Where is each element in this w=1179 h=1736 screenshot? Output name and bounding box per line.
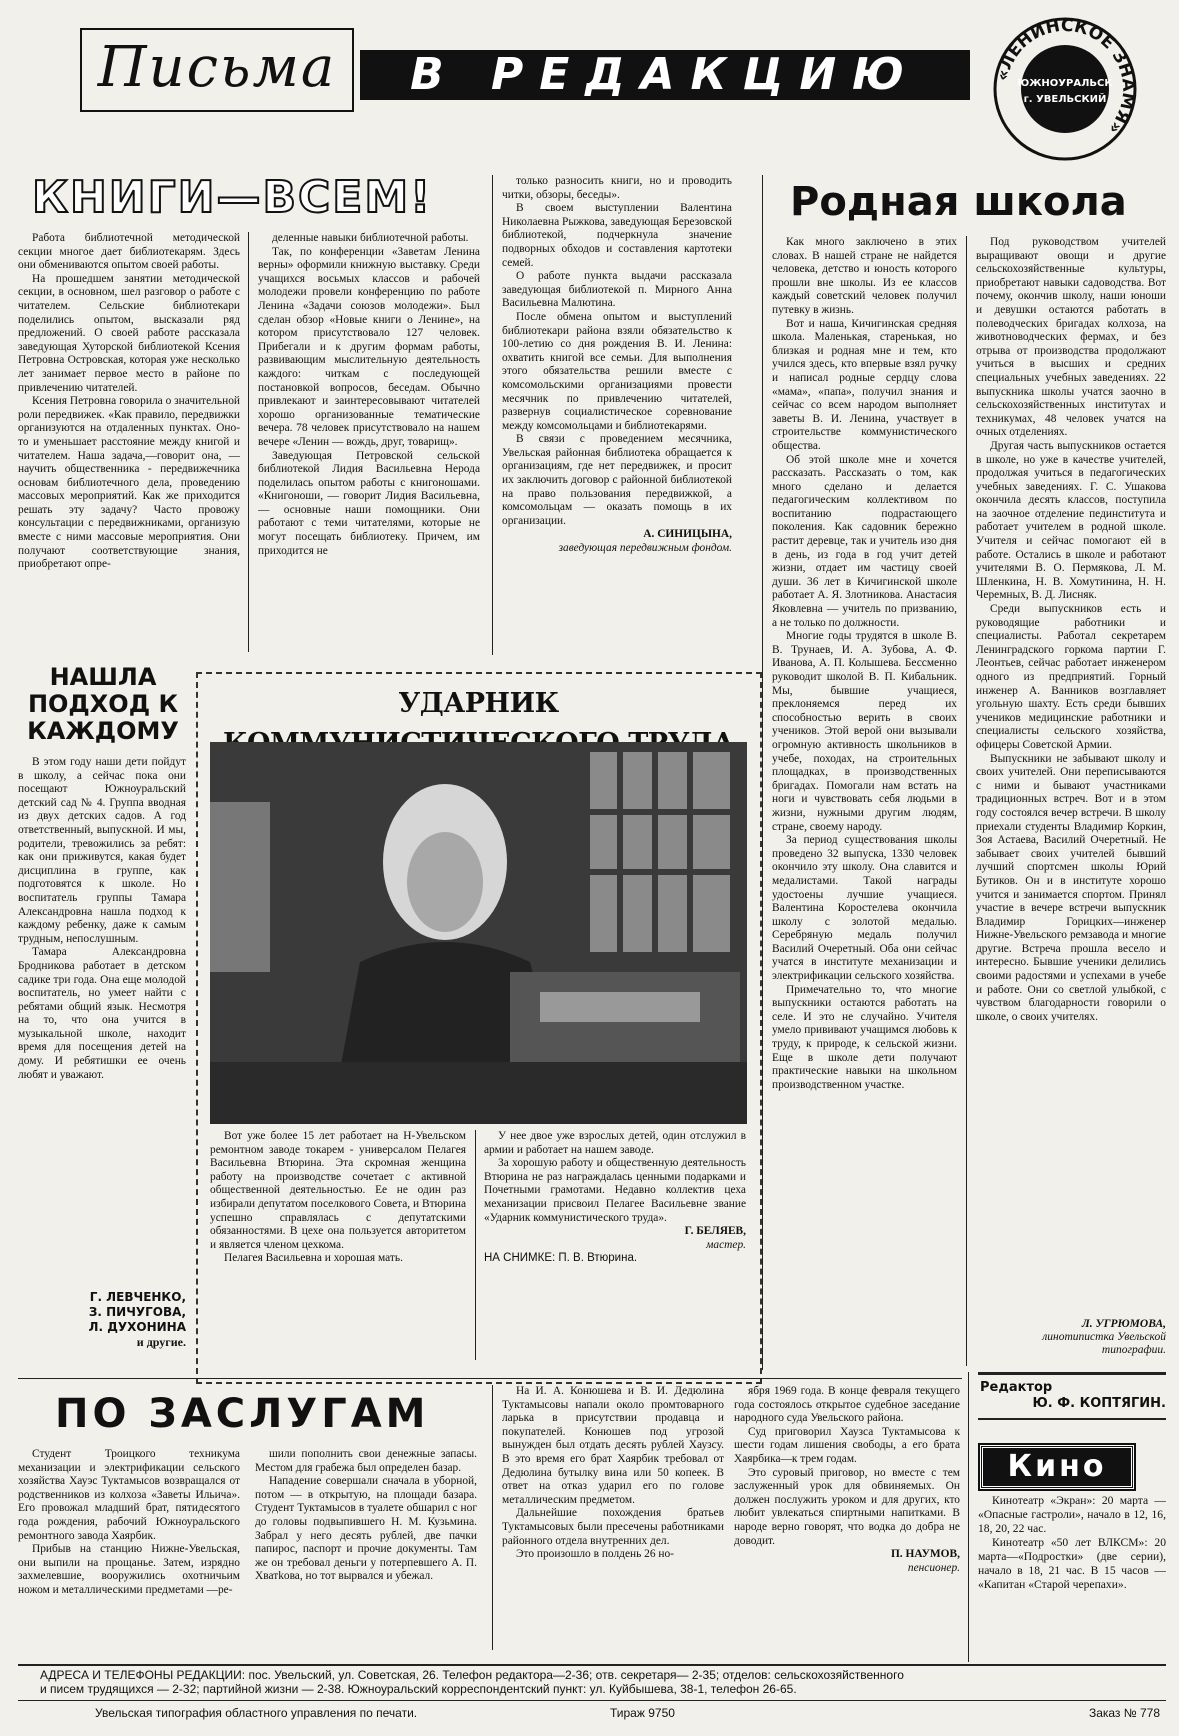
paragraph: Ксения Петровна говорила о значительной роли передвижек. «Как правило, передвижки организуются на отдаленных пунктах. Оно-то и уменьшает расстояние между книгой и читателем. Наша задача,—говорит она, — научить общественника - передвижечника основам библиотечного дела, проведению массовых мероприятий. Как же приходится решать эту задачу? Часто провожу консультации с передвижниками, организую вместе с ними массовые мероприятия. Они получают соответствующие знания, приобретают опре- — [18, 395, 240, 571]
paragraph: За хорошую работу и общественную деятельность Втюрина не раз награждалась ценными подарками и Почетными грамотами. Недавно коллектив цеха механизации присвоил Пелагее Васильевне звание «Ударник коммунистического труда». — [484, 1157, 746, 1224]
zaslugam-headline: ПО ЗАСЛУГАМ — [55, 1391, 430, 1437]
paragraph: Многие годы трудятся в школе В. В. Трунаев, И. А. Зубова, А. Ф. Иванова, А. П. Колышева. Бессменно руководит школой В. П. Кибальник. Мы, бывшие учащиеся, преклоняемся перед их способностью верить в своих учеников. Этой верой они вызывали огромную активность школьников в учебе, походах, на строительных площадках, в производственных бригадах. Помогали нам встать на ноги и чувствовать себя людьми в жизни, нужными другим людям, стране, своему народу. — [772, 630, 957, 833]
signer-name: Г. ЛЕВЧЕНКО, — [89, 1290, 186, 1304]
column-divider — [762, 175, 763, 1370]
paragraph: только разносить книги, но и проводить читки, обзоры, беседы». — [502, 175, 732, 201]
paragraph: Суд приговорил Хаузса Туктамысова к шести годам лишения свободы, а его брата Хаярбика—к трем годам. — [734, 1425, 960, 1465]
rodnaya-column-1 — [772, 236, 957, 1364]
paragraph: Об этой школе мне и хочется рассказать. Рассказать о том, как много сделано и делается педагогическим коллективом по воспитанию подрастающего поколения. Как садовник бережно растит деревце, так и учитель изо дня в день, из года в год учит детей жизни, отдает им частицу своей души. 36 лет в Кичигинской школе работает А. Я. Злотникова. Анастасия Яковлевна — учитель по призванию, а не только по должности. — [772, 453, 957, 629]
udarnik-signature-role: мастер. — [706, 1238, 746, 1251]
footer-address-line-2: и писем трудящихся — 2-32; партийной жизни — 2-38. Южноуральский корреспондентский пункт: ул. Куйбышева, 38-1, телефон 26-65. — [40, 1682, 797, 1696]
column-divider — [492, 1385, 493, 1650]
knigi-column-3 — [502, 175, 732, 645]
paragraph: Вот уже более 15 лет работает на Н-Увельском ремонтном заводе токарем - универсалом Пелагея Васильевна Втюрина. Эта скромная женщина работу на производстве сочетает с активной общественной деятельностью. Ее не один раз избирали депутатом поселкового Совета, и Втюрина успешно справлялась с депутатскими обязанностями. В цехе она пользуется авторитетом и является членом цехкома. — [210, 1130, 466, 1251]
paragraph: Дальнейшие похождения братьев Туктамысовых были пресечены работниками районного отдела внутренних дел. — [502, 1507, 724, 1547]
zaslugam-column-4 — [734, 1385, 960, 1649]
paragraph: О работе пункта выдачи рассказала заведующая библиотекой п. Мирного Анна Васильевна Малютина. — [502, 270, 732, 310]
editor-bottom-rule — [978, 1418, 1166, 1420]
paragraph: За период существования школы проведено 32 выпуска, 1330 человек окончило эту школу. Она славится и медалистами. Такой награды удостоены лучшие учащиеся. Валентина Коростелева окончила школу с золотой медалью. Серебряную медаль получил Василий Очеретный. Оба они сейчас учатся в институте механизации и электрификации сельского хозяйства. — [772, 834, 957, 983]
paragraph: На И. А. Конюшева и В. И. Дедюлина Туктамысовы напали около промтоварного ларька в присутствии продавца и покупателей. Конюшев под угрозой вынужден был отдать десять рублей Хаузсу. В это время его брат Хаярбик требовал от Дедюлина бутылку вина или 50 копеек. В ответ на отказ ударил его по голове металлическим предметом. — [502, 1385, 724, 1506]
footer-top-rule — [18, 1664, 1166, 1666]
seal-inner-line-2: г. УВЕЛЬСКИЙ — [1023, 94, 1107, 105]
paragraph: Пелагея Васильевна и хорошая мать. — [224, 1252, 403, 1265]
kino-listing: Кинотеатр «50 лет ВЛКСМ»: 20 марта—«Подростки» (две серии), начало в 18, 21 час. В 15 часов — «Капитан «Старой черепахи». — [978, 1536, 1166, 1591]
column-divider — [248, 232, 249, 652]
paragraph: Заведующая Петровской сельской библиотекой Лидия Васильевна Нерода поделилась опытом работы с книгоношами. «Книгоноши, — говорит Лидия Васильевна, — основные наши помощники. Они работают с теми читателями, которые не могут посещать библиотеку. Причем, им приходится не — [258, 449, 480, 557]
rodnaya-signature — [976, 1318, 1166, 1357]
zaslugam-column-2 — [255, 1448, 477, 1648]
zaslugam-column-3 — [502, 1385, 724, 1649]
column-divider — [492, 175, 493, 655]
paragraph: шили пополнить свои денежные запасы. Местом для грабежа был определен базар. — [255, 1448, 477, 1474]
knigi-signature-role: заведующая передвижным фондом. — [558, 542, 732, 555]
nashla-headline: НАШЛА ПОДХОД К КАЖДОМУ — [27, 663, 179, 745]
paragraph: Работа библиотечной методической секции многое дает библиотекарям. Здесь они обмениваются опытом своей работы. — [18, 232, 240, 272]
signer-name: Л. ДУХОНИНА — [88, 1320, 186, 1334]
paragraph: В связи с проведением месячника, Увельская районная библиотека обращается к организациям, где нет передвижек, и просит их заключить договор с районной библиотекой на право пользования передвижкой, а комсомольцам — оказать помощь в их организации. — [502, 433, 732, 527]
editor-label: Редактор — [980, 1380, 1053, 1395]
paragraph: Другая часть выпускников остается в школе, но уже в качестве учителей, продолжая учиться в педагогических учебных заведениях. Г. С. Ушакова окончила десять классов, поступила на заочное отделение пединститута и работает учителем в родной школе. Учителя и сейчас помогают ей в работе. Остались в школе и работают учителями В. О. Пермякова, Л. М. Шленкина, Н. В. Хомутинина, Н. Н. Черемных, В. Д. Лисняк. — [976, 439, 1166, 602]
rodnaya-signature-name: Л. УГРЮМОВА, — [1081, 1318, 1166, 1330]
masthead-script-title: Письма — [80, 28, 354, 112]
column-divider — [475, 1130, 476, 1360]
worker-photo — [210, 742, 747, 1124]
paragraph: В этом году наши дети пойдут в школу, а сейчас пока они посещают Южноуральский детский сад № 4. Группа вводная из двух детских садов. А год ответственный, выпускной. И мы, родители, тревожились за ребят: как они приживутся, какая будет дисциплина в группе, как подготовятся к школе. Но воспитатель группы Тамара Александровна нашла подход к каждому ребенку, даже к самым трудным, непослушным. — [18, 756, 186, 945]
paragraph: Выпускники не забывают школу и своих учителей. Они переписываются с ними и бывают участниками традиционных встреч. Вот и в этом году состоялся вечер встречи. В школу приехали студенты Владимир Коркин, Зоя Астаева, Василий Очеретный. Не забывает своих учителей бывший лучший спортсмен школы Юрий Бутиков. Он и в институте хорошо учится и занимается спортом. Принял участие в вечере встречи выпускник Владимир Горицких—инженер Нижне-Увельского ремзавода и многие другие. Встреча прошла весело и интересно. Бывшие ученики делились своими радостями и успехами в учебе и работе. Они со светлой улыбкой, с чувством благодарности говорили о школе, о своих учителях. — [976, 752, 1166, 1023]
newspaper-seal-logo — [990, 14, 1140, 164]
udarnik-column-2 — [484, 1130, 746, 1370]
zaslugam-signature-name: П. НАУМОВ, — [890, 1548, 960, 1561]
rodnaya-column-2 — [976, 236, 1166, 1316]
column-divider — [966, 236, 967, 1366]
knigi-headline: КНИГИ—ВСЕМ! — [32, 172, 433, 223]
paragraph: Среди выпускников есть и руководящие работники и специалисты. Работал секретарем Ленинградского горкома партии Г. Леонтьев, сейчас работает инженером одного из предприятий. Горный инженер А. Ванников возглавляет угольную шахту. Есть среди бывших учеников медицинские работники и специалисты сельского хозяйства, офицеры Советской Армии. — [976, 603, 1166, 751]
paragraph: Это суровый приговор, но вместе с тем заслуженный урок для обвиняемых. Он должен послужить уроком и для других, кто любит увлекаться спиртными напитками. В народе верно говорят, что водка до добра не доводит. — [734, 1466, 960, 1547]
paragraph: Тамара Александровна Бродникова работает в детском садике три года. Она еще молодой воспитатель, но умеет найти с ребятами общий язык. Несмотря на то, что она учится в музыкальной школе, находит время для посещения детей на дому. И ребятишки ее очень любят и уважают. — [18, 946, 186, 1081]
footer-mid-rule — [18, 1700, 1166, 1701]
kino-listings — [978, 1494, 1166, 1659]
udarnik-signature-name: Г. БЕЛЯЕВ, — [684, 1225, 746, 1238]
column-divider — [968, 1372, 969, 1662]
paragraph: Так, по конференции «Заветам Ленина верны» оформили книжную выставку. Среди учащихся восьмых классов и рабочей молодежи провели конференцию по работе Ленина «Задачи союзов молодежи». Был сделан обзор «Новые книги о Ленине», на котором присутствовало 127 человек. Прибегали и к другим формам работы, развивающим мыслительную деятельность каждого: читкам с последующей постановкой вопросов, беседам. Обычно привлекают и заинтересовывают читателей хорошо организованные тематические вечера. 78 человек присутствовало на нашем вечере «Ленин — вождь, друг, товарищ». — [258, 245, 480, 448]
paragraph: ября 1969 года. В конце февраля текущего года состоялось открытое судебное заседание народного суда Увельского района. — [734, 1385, 960, 1425]
paragraph: Студент Троицкого техникума механизации и электрификации сельского хозяйства Хауэс Туктамысов возвращался от родственников из колхоза «Заветы Ильича». Его провожал младший брат, пятидесятого года рождения, рабочий Южноуральского ремонтного завода Хаярбик. — [18, 1448, 240, 1542]
zaslugam-column-1 — [18, 1448, 240, 1648]
udarnik-column-1 — [210, 1130, 466, 1360]
signer-name: З. ПИЧУГОВА, — [88, 1305, 186, 1319]
photo-caption: НА СНИМКЕ: П. В. Втюрина. — [484, 1252, 638, 1265]
paragraph: После обмена опытом и выступлений библиотекари района взяли обязательство к 100-летию со дня рождения В. И. Ленина: охватить книгой все семьи. Для выполнения этого обязательства решили вместе с комсомольскими организациями провести месячник по привлечению читателей, развернув социалистическое соревнование между комсомольцами и библиотекарями. — [502, 310, 732, 432]
zaslugam-signature-role: пенсионер. — [907, 1561, 960, 1574]
paragraph: На прошедшем занятии методической секции, в основном, шел разговор о работе с читателем. Сельские библиотекари поделились опытом, высказали ряд предложений. О своей работе рассказала заведующая Хуторской библиотекой Ксения Петровна Островская, которая уже несколько лет занимает первое место в районе по привлечению читателей. — [18, 272, 240, 394]
footer-tirazh: Тираж 9750 — [610, 1706, 675, 1720]
knigi-column-2 — [258, 232, 480, 652]
paragraph: В своем выступлении Валентина Николаевна Рыжкова, заведующая Березовской библиотекой, подчеркнула значение подворных обходов и составления картотеки семей. — [502, 202, 732, 269]
paragraph: Прибыв на станцию Нижне-Увельская, они выпили на прощанье. Затем, изрядно захмелевшие, вооружились охотничьим ножом и металлическими предметами —ре- — [18, 1543, 240, 1596]
kino-listing: Кинотеатр «Экран»: 20 марта — «Опасные гастроли», начало в 12, 16, 18, 20, 22 час. — [978, 1494, 1166, 1535]
footer-address-line-1: АДРЕСА И ТЕЛЕФОНЫ РЕДАКЦИИ: пос. Увельский, ул. Советская, 26. Телефон редактора—2-36; отв. секретаря— 2-35; отделов: сельскохозяйственного — [40, 1668, 904, 1682]
paragraph: Нападение совершали сначала в уборной, потом — в открытую, на площади базара. Студент Туктамысов в туалете обшарил с ног до головы подвыпившего Н. М. Кузьмина. Забрал у него десять рублей, две пачки папирос, паспорт и прочие документы. Там же он требовал деньги у потерпевшего А. П. Хватkова, но тот вырвался и убежал. — [255, 1475, 477, 1583]
paragraph: Вот и наша, Кичигинская средняя школа. Маленькая, старенькая, но близкая и родная мне и тем, кто учился здесь, кто впервые взял ручку и написал родные сердцу слова «мама», «папа», получил знания и сейчас со всем народом выполняет заветы В. И. Ленина, участвует в строительстве коммунистического общества. — [772, 317, 957, 452]
rodnaya-signature-role: линотипистка Увельской типографии. — [1042, 1331, 1166, 1356]
paragraph: У нее двое уже взрослых детей, один отслужил в армии и работает на нашем заводе. — [484, 1130, 746, 1156]
udarnik-headline: УДАРНИК — [398, 688, 559, 719]
paragraph: деленные навыки библиотечной работы. — [272, 232, 469, 244]
seal-inner-line-1: ЮЖНОУРАЛЬСК — [1017, 78, 1113, 89]
knigi-column-1 — [18, 232, 240, 652]
knigi-signature-name: А. СИНИЦЫНА, — [643, 528, 732, 541]
footer-zakaz: Заказ № 778 — [1088, 1706, 1160, 1720]
signers-tail: и другие. — [136, 1335, 186, 1349]
paragraph: Под руководством учителей выращивают овощи и другие сельскохозяйственные культуры, приобретают навыки садоводства. Вот почему, окончив школу, наши юноши и девушки остаются работать в полеводческих бригадах колхоза, на животноводческих фермах, и без отрыва от производства продолжают учиться в высших и средних специальных учебных заведениях. 22 выпускника школы учатся заочно в сельскохозяйственных институтах и техникумах, 48 человек учатся на очных отделениях. — [976, 236, 1166, 439]
section-divider — [18, 1378, 962, 1379]
paragraph: Как много заключено в этих словах. В нашей стране не найдется человека, детство и юность которого прошли вне школы. Из ее классов каждый советский человек получил путевку в жизнь. — [772, 236, 957, 316]
nashla-body — [18, 756, 186, 1286]
footer-addresses — [40, 1668, 1160, 1696]
paragraph: Примечательно то, что многие выпускники остаются работать на селе. И это не случайно. Учителя умело прививают учащимся любовь к труду, к природе, к сельской жизни. Еще в школе дети получают практические навыки на школьном производственном участке. — [772, 983, 957, 1091]
seal-outer-text: «ЛЕНИНСКОЕ ЗНАМЯ» — [992, 15, 1139, 139]
footer-printer: Увельская типография областного управления по печати. — [95, 1706, 418, 1720]
editor-top-rule — [978, 1372, 1166, 1375]
kino-heading: Кино — [980, 1445, 1134, 1489]
nashla-signature — [18, 1290, 186, 1350]
editor-name: Ю. Ф. КОПТЯГИН. — [1032, 1396, 1166, 1411]
editor-block — [980, 1380, 1166, 1412]
masthead-bar-title: В РЕДАКЦИЮ — [360, 50, 970, 100]
rodnaya-headline: Родная школа — [790, 179, 1127, 225]
paragraph: Это произошло в полдень 26 но- — [516, 1548, 674, 1561]
